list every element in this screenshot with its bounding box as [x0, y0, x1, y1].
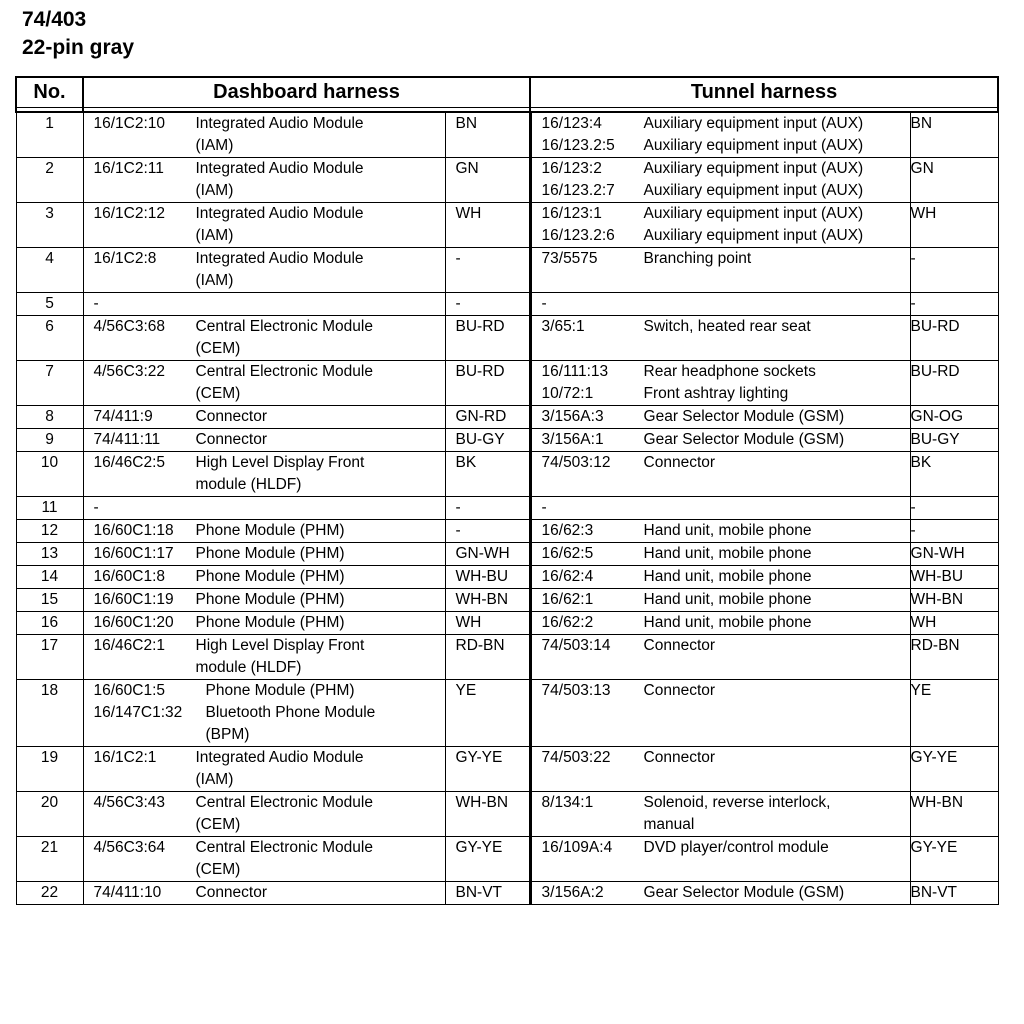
tun-line	[542, 543, 910, 565]
component-desc: Gear Selector Module (GSM)	[643, 884, 845, 901]
dash-line	[94, 248, 445, 270]
component-desc: Integrated Audio Module	[195, 115, 364, 132]
dashboard-wire-color: BU-RD	[445, 316, 530, 361]
table-row	[16, 543, 998, 566]
component-desc: Central Electronic Module	[195, 794, 373, 811]
component-desc: Phone Module (PHM)	[195, 522, 345, 539]
tunnel-cell	[530, 589, 910, 612]
component-desc-continued: (IAM)	[195, 272, 234, 289]
pin-number: 21	[16, 837, 83, 882]
tunnel-cell	[530, 248, 910, 293]
tunnel-wire-color: WH-BN	[910, 792, 998, 837]
tun-line	[542, 203, 910, 225]
component-code: 3/156A:2	[541, 884, 604, 901]
table-row	[16, 361, 998, 406]
pin-table-body	[16, 112, 998, 905]
component-desc: Central Electronic Module	[195, 363, 373, 380]
component-desc: Connector	[643, 637, 716, 654]
tun-line	[542, 837, 910, 859]
dashboard-cell	[83, 837, 445, 882]
pin-number: 12	[16, 520, 83, 543]
component-desc-continued: (IAM)	[195, 771, 234, 788]
tun-line	[542, 158, 910, 180]
component-desc: Integrated Audio Module	[195, 205, 364, 222]
component-code: 3/65:1	[541, 318, 585, 335]
dashboard-wire-color: BN	[445, 112, 530, 158]
tunnel-wire-color: BU-RD	[910, 316, 998, 361]
tunnel-cell	[530, 497, 910, 520]
component-code: 10/72:1	[541, 385, 594, 402]
dash-line	[94, 612, 445, 634]
dashboard-wire-color: WH-BN	[445, 792, 530, 837]
tun-line	[542, 135, 910, 157]
dashboard-cell	[83, 158, 445, 203]
component-desc: Phone Module (PHM)	[195, 591, 345, 608]
table-row	[16, 452, 998, 497]
tunnel-cell	[530, 293, 910, 316]
component-desc: Hand unit, mobile phone	[643, 545, 812, 562]
component-code: 16/62:1	[541, 591, 594, 608]
dashboard-wire-color: BN-VT	[445, 882, 530, 905]
dashboard-wire-color: GN-WH	[445, 543, 530, 566]
component-code: 4/56C3:43	[93, 794, 166, 811]
tunnel-wire-color: -	[910, 248, 998, 293]
component-desc: Hand unit, mobile phone	[643, 568, 812, 585]
dashboard-wire-color: GN-RD	[445, 406, 530, 429]
component-code: 4/56C3:64	[93, 839, 166, 856]
tun-line	[542, 882, 910, 904]
dash-line	[94, 837, 445, 859]
tunnel-cell	[530, 635, 910, 680]
dashboard-cell	[83, 452, 445, 497]
dashboard-cell	[83, 429, 445, 452]
component-desc: Switch, heated rear seat	[643, 318, 811, 335]
component-code: 16/60C1:17	[93, 545, 174, 562]
dashboard-cell	[83, 882, 445, 905]
table-row	[16, 248, 998, 293]
component-desc: DVD player/control module	[643, 839, 829, 856]
dash-line	[94, 113, 445, 135]
dashboard-wire-color: -	[445, 248, 530, 293]
component-desc: Connector	[643, 749, 716, 766]
pin-number: 6	[16, 316, 83, 361]
dash-line	[94, 406, 445, 428]
dashboard-cell	[83, 635, 445, 680]
pin-number: 13	[16, 543, 83, 566]
component-desc-continued: (IAM)	[195, 137, 234, 154]
tun-line	[542, 589, 910, 611]
table-row	[16, 792, 998, 837]
component-code: 16/62:4	[541, 568, 594, 585]
pin-number: 3	[16, 203, 83, 248]
component-code: 16/1C2:11	[93, 160, 164, 177]
pin-number: 17	[16, 635, 83, 680]
component-desc: Auxiliary equipment input (AUX)	[643, 115, 864, 132]
tun-line	[542, 747, 910, 769]
tun-line	[542, 113, 910, 135]
dashboard-cell	[83, 680, 445, 747]
pin-number: 10	[16, 452, 83, 497]
component-code: 3/156A:1	[541, 431, 604, 448]
component-code: 16/62:3	[541, 522, 594, 539]
component-code: 16/123.2:7	[541, 182, 615, 199]
dashboard-cell	[83, 361, 445, 406]
tunnel-cell	[530, 520, 910, 543]
tun-line	[542, 225, 910, 247]
dashboard-cell	[83, 406, 445, 429]
header-tunnel: Tunnel harness	[530, 77, 998, 108]
dashboard-wire-color: RD-BN	[445, 635, 530, 680]
tun-line	[542, 429, 910, 451]
dash-line	[94, 203, 445, 225]
component-desc: Connector	[195, 431, 268, 448]
pin-number: 20	[16, 792, 83, 837]
component-desc: Front ashtray lighting	[643, 385, 789, 402]
dashboard-wire-color: -	[445, 520, 530, 543]
dashboard-cell	[83, 520, 445, 543]
pin-number: 19	[16, 747, 83, 792]
dashboard-cell	[83, 497, 445, 520]
pin-number: 14	[16, 566, 83, 589]
component-code: 74/503:12	[541, 454, 611, 471]
component-code: 16/1C2:10	[93, 115, 166, 132]
component-code: 3/156A:3	[541, 408, 604, 425]
component-desc: Phone Module (PHM)	[195, 545, 345, 562]
pin-number: 5	[16, 293, 83, 316]
dashboard-cell	[83, 248, 445, 293]
table-row	[16, 158, 998, 203]
table-row	[16, 429, 998, 452]
dashboard-wire-color: BU-GY	[445, 429, 530, 452]
pin-number: 9	[16, 429, 83, 452]
dashboard-wire-color: YE	[445, 680, 530, 747]
component-code: 16/111:13	[541, 363, 609, 380]
component-desc: Phone Module (PHM)	[195, 568, 345, 585]
table-row	[16, 293, 998, 316]
component-code: 4/56C3:68	[93, 318, 166, 335]
component-code: 16/60C1:5	[93, 682, 166, 699]
tunnel-wire-color: YE	[910, 680, 998, 747]
dash-line	[94, 497, 445, 519]
tun-line	[542, 180, 910, 202]
connector-id: 74/403	[22, 8, 87, 31]
pin-number: 2	[16, 158, 83, 203]
component-code: 74/411:9	[93, 408, 153, 425]
pin-number: 4	[16, 248, 83, 293]
pin-number: 7	[16, 361, 83, 406]
dash-line	[94, 566, 445, 588]
dashboard-wire-color: WH	[445, 203, 530, 248]
tunnel-wire-color: GY-YE	[910, 837, 998, 882]
table-row	[16, 316, 998, 361]
component-desc: Solenoid, reverse interlock,	[643, 794, 831, 811]
header-dashboard: Dashboard harness	[83, 77, 530, 108]
tunnel-cell	[530, 429, 910, 452]
component-code: 74/503:13	[541, 682, 611, 699]
table-row	[16, 747, 998, 792]
component-desc-continued: (CEM)	[195, 340, 241, 357]
dash-line	[94, 520, 445, 542]
table-row	[16, 497, 998, 520]
tunnel-wire-color: BN	[910, 112, 998, 158]
tun-line	[542, 612, 910, 634]
component-desc: Phone Module (PHM)	[205, 682, 355, 699]
component-desc: Auxiliary equipment input (AUX)	[643, 227, 864, 244]
tunnel-wire-color: WH	[910, 203, 998, 248]
tun-line	[542, 293, 910, 315]
tunnel-wire-color: BU-GY	[910, 429, 998, 452]
component-desc-continued: manual	[643, 816, 695, 833]
tunnel-wire-color: -	[910, 520, 998, 543]
tunnel-wire-color: WH-BU	[910, 566, 998, 589]
component-desc: Integrated Audio Module	[195, 160, 364, 177]
component-desc: Connector	[195, 884, 268, 901]
dashboard-cell	[83, 747, 445, 792]
tunnel-cell	[530, 612, 910, 635]
component-code: 16/60C1:18	[93, 522, 174, 539]
component-desc: Phone Module (PHM)	[195, 614, 345, 631]
component-code: 16/60C1:8	[93, 568, 166, 585]
dashboard-wire-color: GY-YE	[445, 747, 530, 792]
pin-table-header	[16, 77, 998, 112]
component-desc: Auxiliary equipment input (AUX)	[643, 137, 864, 154]
tunnel-cell	[530, 112, 910, 158]
dashboard-cell	[83, 589, 445, 612]
table-row	[16, 203, 998, 248]
tun-line	[542, 452, 910, 474]
component-code: 16/123.2:5	[541, 137, 615, 154]
dash-line	[94, 543, 445, 565]
component-desc-continued: module (HLDF)	[195, 659, 302, 676]
component-desc: Hand unit, mobile phone	[643, 591, 812, 608]
dash-line	[94, 429, 445, 451]
table-row	[16, 112, 998, 158]
component-desc: Rear headphone sockets	[643, 363, 816, 380]
tun-line	[542, 316, 910, 338]
tunnel-cell	[530, 158, 910, 203]
tunnel-wire-color: -	[910, 293, 998, 316]
component-code: 16/109A:4	[541, 839, 613, 856]
dash-line	[94, 452, 445, 474]
dashboard-wire-color: WH-BU	[445, 566, 530, 589]
pin-number: 16	[16, 612, 83, 635]
pin-number: 8	[16, 406, 83, 429]
tun-line	[542, 248, 910, 270]
component-desc: Hand unit, mobile phone	[643, 522, 812, 539]
component-code: 16/60C1:19	[93, 591, 174, 608]
table-row	[16, 566, 998, 589]
tunnel-cell	[530, 747, 910, 792]
tun-line	[542, 566, 910, 588]
dash-line	[94, 680, 445, 702]
component-desc: Branching point	[643, 250, 752, 267]
tun-line	[542, 497, 910, 519]
dashboard-cell	[83, 316, 445, 361]
tunnel-cell	[530, 361, 910, 406]
component-code: 16/123:4	[541, 115, 602, 132]
component-code: 16/123:2	[541, 160, 602, 177]
component-desc: Connector	[195, 408, 268, 425]
tunnel-wire-color: WH	[910, 612, 998, 635]
component-code: -	[541, 499, 547, 516]
table-row	[16, 635, 998, 680]
tun-line	[542, 680, 910, 702]
dashboard-wire-color: BK	[445, 452, 530, 497]
tun-line	[542, 635, 910, 657]
dashboard-wire-color: WH	[445, 612, 530, 635]
component-desc-continued: (CEM)	[195, 816, 241, 833]
component-desc-continued: module (HLDF)	[195, 476, 302, 493]
component-desc: Integrated Audio Module	[195, 250, 364, 267]
tunnel-wire-color: BK	[910, 452, 998, 497]
tunnel-cell	[530, 566, 910, 589]
component-desc-continued: (CEM)	[195, 385, 241, 402]
tun-line	[542, 520, 910, 542]
dash-line	[94, 158, 445, 180]
tunnel-cell	[530, 316, 910, 361]
pin-number: 22	[16, 882, 83, 905]
component-desc: Central Electronic Module	[195, 318, 373, 335]
table-row	[16, 612, 998, 635]
component-desc: Bluetooth Phone Module	[205, 704, 376, 721]
pin-number: 18	[16, 680, 83, 747]
component-code: 4/56C3:22	[93, 363, 166, 380]
tunnel-wire-color: -	[910, 497, 998, 520]
table-row	[16, 882, 998, 905]
component-desc: Connector	[643, 682, 716, 699]
dash-line	[94, 589, 445, 611]
component-code: 16/123.2:6	[541, 227, 615, 244]
component-desc-continued: (BPM)	[205, 726, 250, 743]
tunnel-wire-color: GY-YE	[910, 747, 998, 792]
table-row	[16, 680, 998, 747]
tunnel-wire-color: GN-OG	[910, 406, 998, 429]
pin-number: 1	[16, 112, 83, 158]
tunnel-cell	[530, 792, 910, 837]
component-code: 16/123:1	[541, 205, 602, 222]
component-code: 74/503:22	[541, 749, 611, 766]
table-row	[16, 837, 998, 882]
dashboard-cell	[83, 543, 445, 566]
header-no: No.	[16, 77, 83, 108]
tunnel-wire-color: WH-BN	[910, 589, 998, 612]
component-desc: Connector	[643, 454, 716, 471]
component-code: 16/60C1:20	[93, 614, 174, 631]
dashboard-cell	[83, 293, 445, 316]
tunnel-cell	[530, 406, 910, 429]
tunnel-cell	[530, 882, 910, 905]
dashboard-wire-color: WH-BN	[445, 589, 530, 612]
component-code: 16/46C2:5	[93, 454, 166, 471]
dashboard-wire-color: GN	[445, 158, 530, 203]
pin-number: 15	[16, 589, 83, 612]
connector-description: 22-pin gray	[22, 36, 135, 59]
dashboard-cell	[83, 612, 445, 635]
dash-line	[94, 635, 445, 657]
dash-line	[94, 293, 445, 315]
tunnel-cell	[530, 680, 910, 747]
dash-line	[94, 702, 445, 724]
dash-line	[94, 316, 445, 338]
component-desc-continued: (IAM)	[195, 182, 234, 199]
component-desc: Gear Selector Module (GSM)	[643, 408, 845, 425]
component-desc: Auxiliary equipment input (AUX)	[643, 160, 864, 177]
component-code: 74/411:10	[93, 884, 162, 901]
component-desc: Auxiliary equipment input (AUX)	[643, 182, 864, 199]
dashboard-wire-color: BU-RD	[445, 361, 530, 406]
component-code: 16/147C1:32	[93, 704, 183, 721]
component-desc: Integrated Audio Module	[195, 749, 364, 766]
tunnel-cell	[530, 543, 910, 566]
component-code: 16/1C2:8	[93, 250, 157, 267]
table-row	[16, 520, 998, 543]
tunnel-wire-color: RD-BN	[910, 635, 998, 680]
dashboard-cell	[83, 566, 445, 589]
tun-line	[542, 383, 910, 405]
dash-line	[94, 882, 445, 904]
table-row	[16, 589, 998, 612]
tunnel-cell	[530, 452, 910, 497]
tunnel-wire-color: GN	[910, 158, 998, 203]
pin-table	[15, 76, 999, 905]
tunnel-wire-color: BN-VT	[910, 882, 998, 905]
dashboard-wire-color: -	[445, 293, 530, 316]
component-code: 74/503:14	[541, 637, 611, 654]
component-desc: Central Electronic Module	[195, 839, 373, 856]
component-desc-continued: (IAM)	[195, 227, 234, 244]
component-code: -	[93, 295, 99, 312]
dashboard-cell	[83, 792, 445, 837]
tunnel-wire-color: GN-WH	[910, 543, 998, 566]
component-desc: High Level Display Front	[195, 637, 365, 654]
component-desc: Hand unit, mobile phone	[643, 614, 812, 631]
component-code: 16/1C2:12	[93, 205, 166, 222]
tunnel-cell	[530, 837, 910, 882]
table-row	[16, 406, 998, 429]
component-code: 74/411:11	[93, 431, 161, 448]
dash-line	[94, 361, 445, 383]
component-code: 16/1C2:1	[93, 749, 157, 766]
tunnel-wire-color: BU-RD	[910, 361, 998, 406]
component-code: 8/134:1	[541, 794, 594, 811]
component-code: -	[541, 295, 547, 312]
dashboard-cell	[83, 203, 445, 248]
tun-line	[542, 792, 910, 814]
component-desc: Auxiliary equipment input (AUX)	[643, 205, 864, 222]
dashboard-wire-color: -	[445, 497, 530, 520]
dash-line	[94, 747, 445, 769]
dash-line	[94, 792, 445, 814]
component-code: 73/5575	[541, 250, 598, 267]
component-desc: Gear Selector Module (GSM)	[643, 431, 845, 448]
component-code: 16/46C2:1	[93, 637, 166, 654]
tun-line	[542, 361, 910, 383]
tun-line	[542, 406, 910, 428]
component-code: -	[93, 499, 99, 516]
dashboard-wire-color: GY-YE	[445, 837, 530, 882]
component-code: 16/62:2	[541, 614, 594, 631]
tunnel-cell	[530, 203, 910, 248]
pin-number: 11	[16, 497, 83, 520]
component-desc: High Level Display Front	[195, 454, 365, 471]
component-code: 16/62:5	[541, 545, 594, 562]
dashboard-cell	[83, 112, 445, 158]
component-desc-continued: (CEM)	[195, 861, 241, 878]
